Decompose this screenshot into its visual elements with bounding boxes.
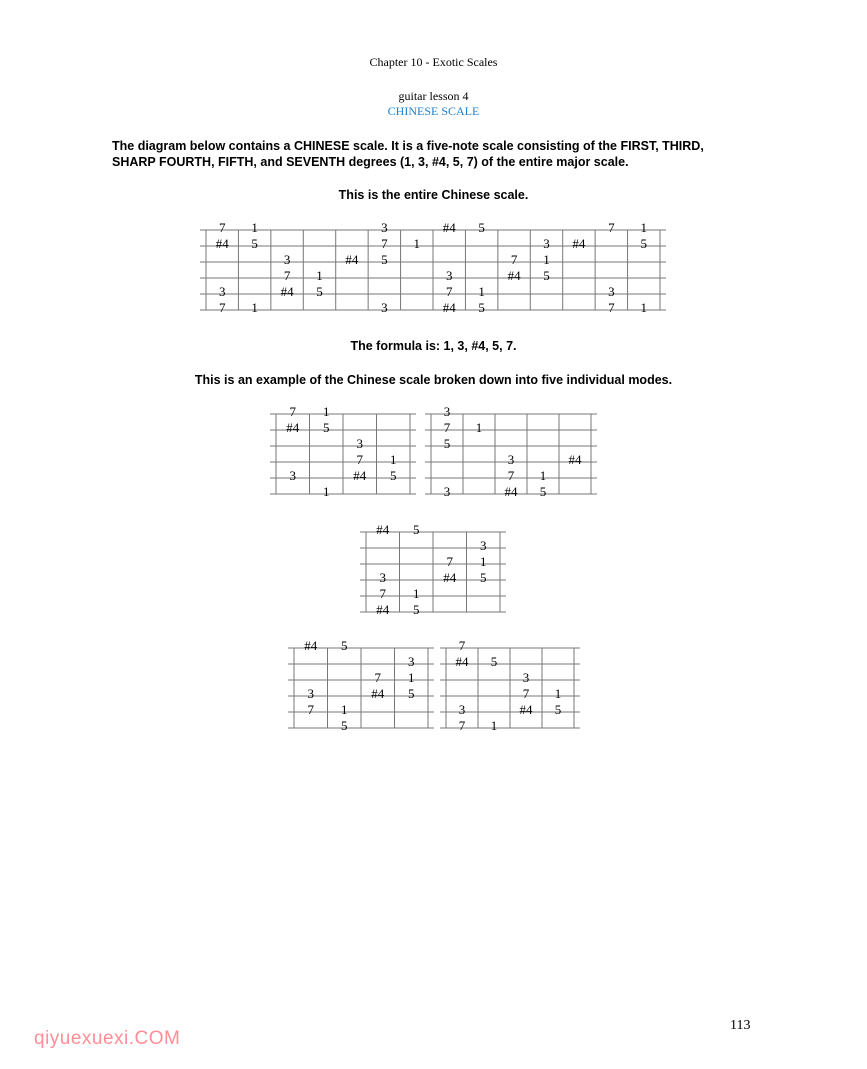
scale-note: 7	[307, 702, 314, 717]
scale-note: 1	[390, 452, 397, 467]
scale-note: #4	[507, 268, 521, 283]
scale-note: 3	[307, 686, 314, 701]
scale-note: 7	[507, 468, 515, 483]
scale-note: #4	[568, 452, 582, 467]
scale-note: 7	[446, 554, 453, 569]
scale-note: 1	[408, 670, 415, 685]
scale-note: 3	[443, 404, 451, 419]
scale-note: 7	[379, 586, 386, 601]
scale-note: 3	[289, 468, 296, 483]
scale-note: 1	[413, 586, 420, 601]
scale-note: #4	[345, 252, 359, 267]
scale-note: #4	[443, 570, 457, 585]
scale-note: 5	[443, 436, 451, 451]
scale-note: 3	[480, 538, 487, 553]
scale-note: 1	[554, 686, 562, 701]
lesson-label: guitar lesson 4	[398, 89, 469, 103]
scale-note: 5	[381, 252, 388, 267]
scale-note: 1	[323, 484, 330, 499]
scale-note: 3	[522, 670, 530, 685]
scale-note: 3	[507, 452, 515, 467]
scale-note: 5	[478, 300, 485, 315]
scale-note: 5	[478, 220, 485, 235]
scale-note: #4	[286, 420, 300, 435]
scale-note: #4	[353, 468, 367, 483]
scale-note: 7	[443, 420, 451, 435]
scale-note: #4	[572, 236, 586, 251]
fretboard-entire	[200, 220, 666, 315]
scale-note: #4	[455, 654, 469, 669]
page-number: 113	[730, 1018, 751, 1033]
scale-note: #4	[215, 236, 229, 251]
scale-note: 7	[522, 686, 530, 701]
scale-note: #4	[376, 602, 390, 617]
scale-note: #4	[504, 484, 518, 499]
scale-note: 3	[379, 570, 386, 585]
entire-scale-caption: This is the entire Chinese scale.	[338, 188, 529, 202]
scale-note: 5	[341, 718, 348, 733]
scale-note: 1	[413, 236, 421, 251]
scale-note: 3	[381, 300, 388, 315]
scale-note: 5	[323, 420, 330, 435]
fretboard-mode-5	[440, 638, 580, 733]
scale-note: 7	[381, 236, 388, 251]
scale-note: 5	[408, 686, 415, 701]
scale-note: 5	[341, 638, 348, 653]
watermark-logo: qiyuexuexi.COM	[34, 1028, 181, 1049]
scale-note: 5	[316, 284, 323, 299]
scale-note: 1	[478, 284, 485, 299]
scale-note: 7	[608, 300, 615, 315]
scale-note: 1	[323, 404, 330, 419]
scale-note: 7	[445, 284, 453, 299]
intro-paragraph	[112, 138, 762, 170]
scale-note: 3	[608, 284, 615, 299]
scale-note: 5	[390, 468, 397, 483]
scale-note: 5	[413, 522, 420, 537]
chapter-title: Chapter 10 - Exotic Scales	[369, 55, 498, 69]
scale-note: #4	[442, 300, 456, 315]
scale-note: 1	[539, 468, 547, 483]
scale-note: 1	[316, 268, 323, 283]
formula-caption: The formula is: 1, 3, #4, 5, 7.	[350, 339, 517, 353]
scale-note: 5	[543, 268, 550, 283]
scale-note: 7	[283, 268, 291, 283]
fretboard-mode-4	[288, 638, 434, 733]
scale-note: 1	[475, 420, 483, 435]
scale-note: 7	[289, 404, 296, 419]
scale-note: 3	[445, 268, 453, 283]
scale-note: 7	[608, 220, 615, 235]
scale-note: 7	[510, 252, 518, 267]
scale-note: 5	[490, 654, 498, 669]
scale-note: 7	[356, 452, 363, 467]
scale-note: 7	[218, 220, 226, 235]
scale-note: 3	[218, 284, 226, 299]
fretboard-mode-1	[270, 404, 416, 499]
scale-note: 5	[539, 484, 547, 499]
scale-note: 3	[458, 702, 466, 717]
scale-note: 1	[640, 300, 648, 315]
scale-note: 7	[374, 670, 381, 685]
scale-note: #4	[280, 284, 294, 299]
scale-note: 1	[251, 220, 258, 235]
scale-note: 1	[251, 300, 258, 315]
scale-note: 7	[218, 300, 226, 315]
scale-note: 7	[458, 718, 466, 733]
scale-note: 5	[480, 570, 487, 585]
scale-note: 5	[554, 702, 562, 717]
scale-note: 1	[480, 554, 487, 569]
scale-note: #4	[519, 702, 533, 717]
fretboard-mode-2	[425, 404, 597, 499]
scale-note: 7	[458, 638, 466, 653]
scale-note: 3	[543, 236, 550, 251]
modes-caption: This is an example of the Chinese scale broken down into five individual modes.	[194, 373, 673, 387]
scale-note: 5	[251, 236, 258, 251]
scale-note: 1	[640, 220, 648, 235]
scale-note: 3	[381, 220, 388, 235]
scale-note: 3	[356, 436, 363, 451]
scale-note: 1	[341, 702, 348, 717]
scale-note: 1	[543, 252, 550, 267]
scale-note: #4	[442, 220, 456, 235]
scale-note: 5	[413, 602, 420, 617]
scale-note: 3	[408, 654, 415, 669]
scale-note: 5	[640, 236, 648, 251]
scale-note: #4	[376, 522, 390, 537]
intro-line-1: The diagram below contains a CHINESE scale. It is a five-note scale consisting of the FIRST, THIRD,	[112, 139, 704, 153]
fretboard-mode-3	[360, 522, 506, 617]
scale-title: CHINESE SCALE	[387, 104, 480, 118]
scale-note: 3	[283, 252, 291, 267]
scale-note: 1	[490, 718, 498, 733]
scale-note: 3	[443, 484, 451, 499]
scale-note: #4	[304, 638, 318, 653]
scale-note: #4	[371, 686, 385, 701]
intro-line-2: SHARP FOURTH, FIFTH, and SEVENTH degrees (1, 3, #4, 5, 7) of the entire major scale.	[112, 155, 629, 169]
